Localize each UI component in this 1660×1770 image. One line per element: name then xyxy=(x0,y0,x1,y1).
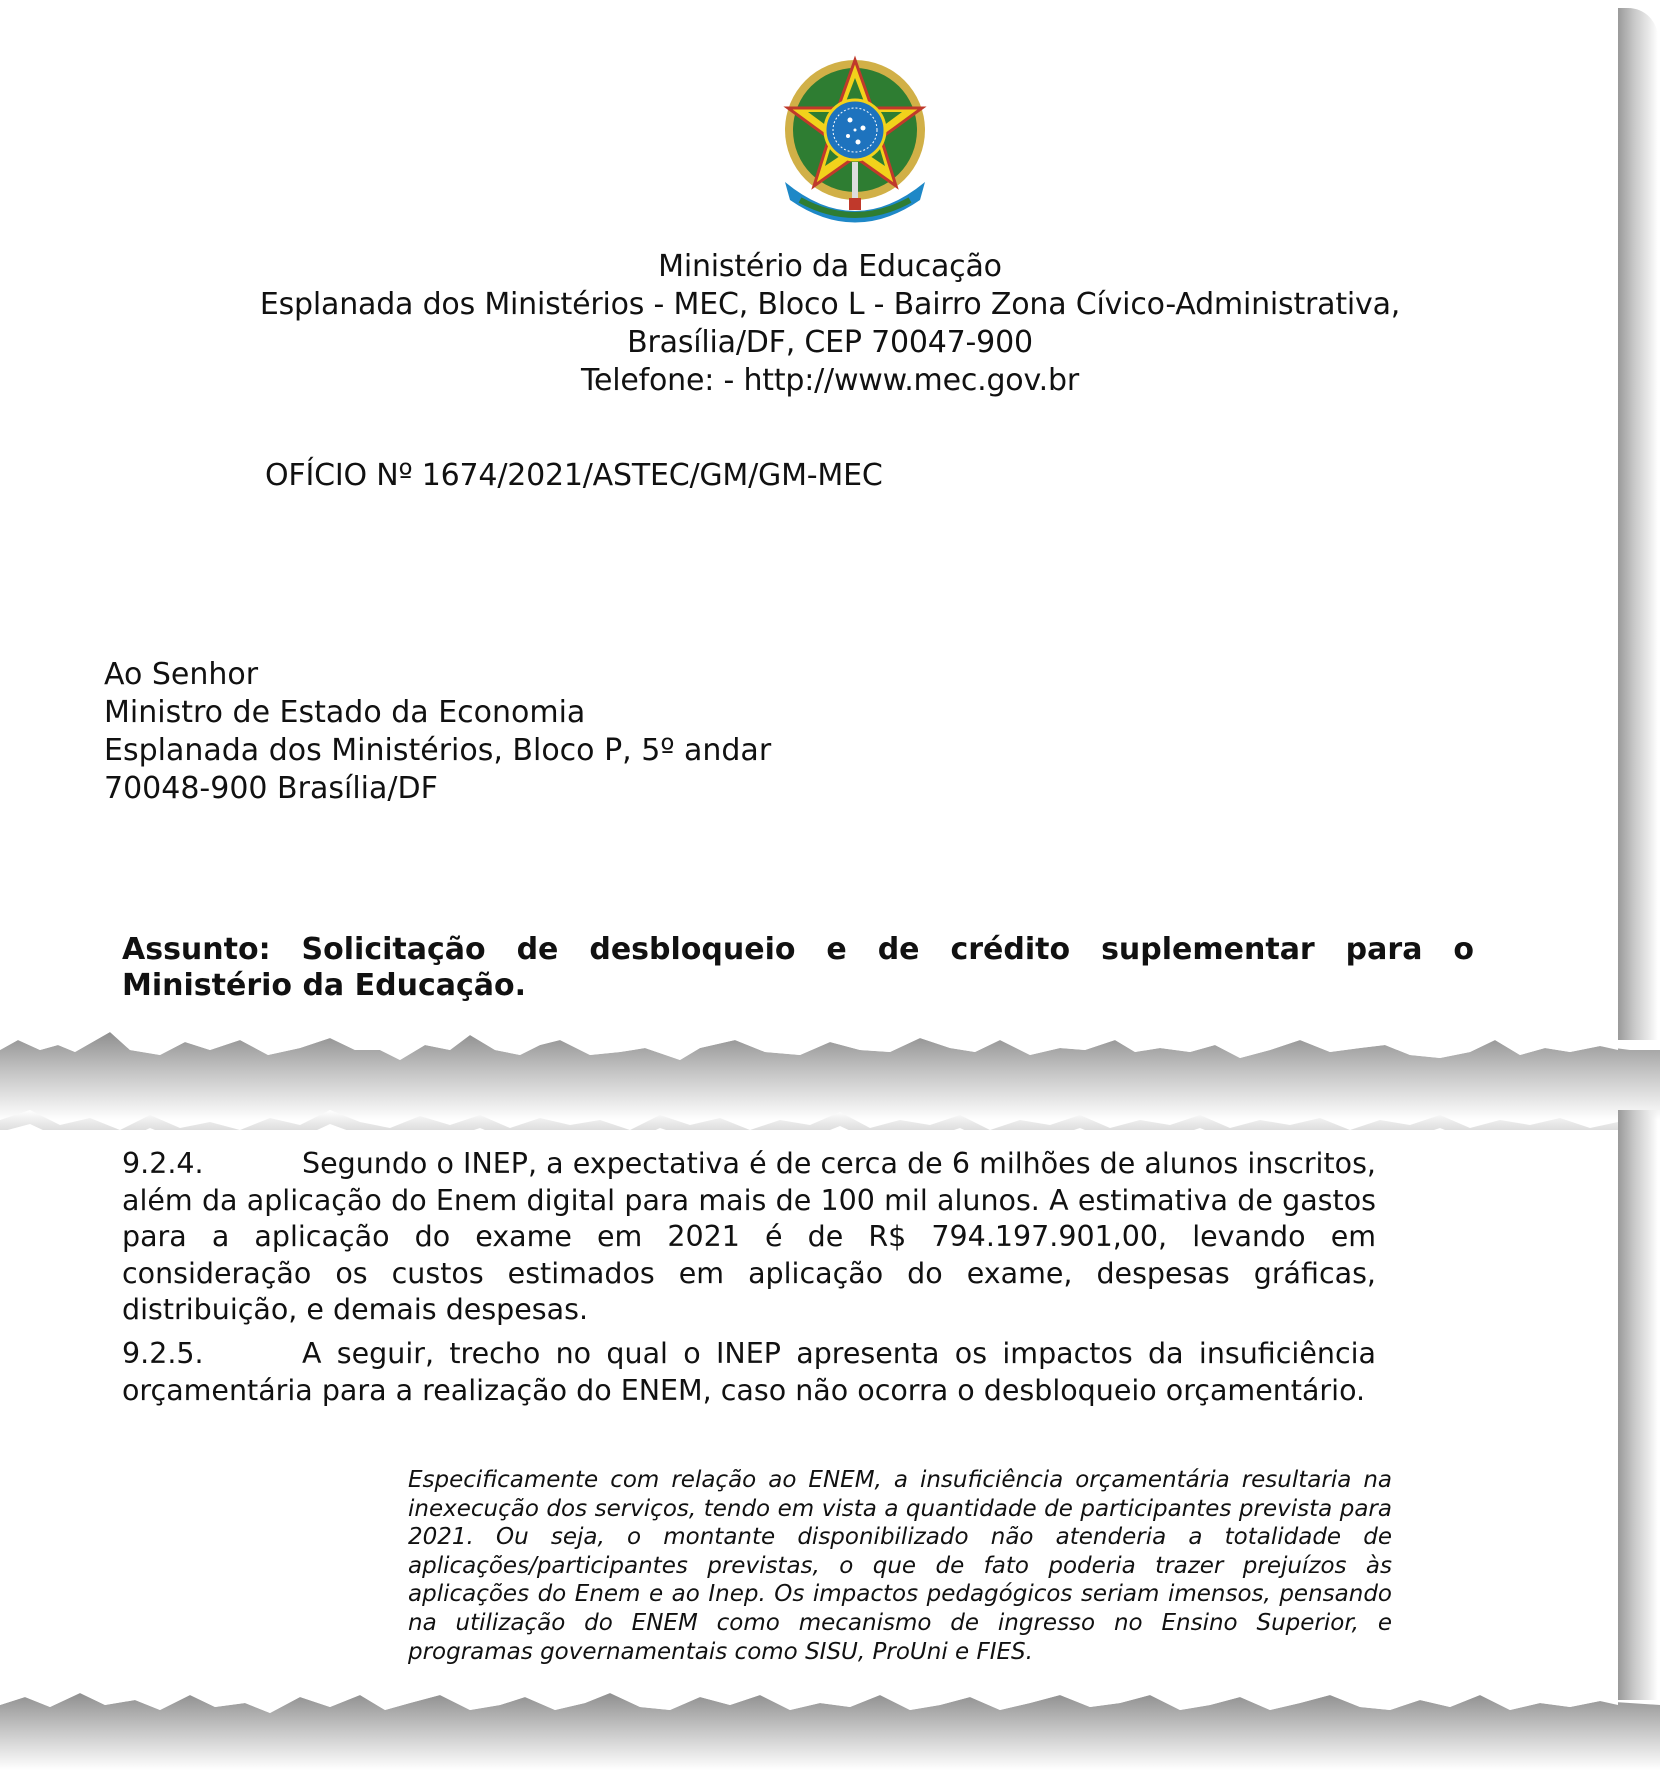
page-shadow-right-2 xyxy=(1618,1110,1658,1700)
ministry-name: Ministério da Educação xyxy=(658,249,1002,284)
recipient-address: Esplanada dos Ministérios, Bloco P, 5º andar xyxy=(104,733,772,768)
ministry-address-line2: Brasília/DF, CEP 70047-900 xyxy=(627,325,1033,360)
paragraph-number: 9.2.4. xyxy=(122,1147,204,1180)
paragraph-9-2-5 xyxy=(122,1336,1376,1409)
oficio-number: OFÍCIO Nº 1674/2021/ASTEC/GM/GM-MEC xyxy=(265,458,883,493)
ministry-address-line1: Esplanada dos Ministérios - MEC, Bloco L - Bairro Zona Cívico-Administrativa, xyxy=(259,287,1401,322)
recipient-city: 70048-900 Brasília/DF xyxy=(104,771,438,806)
inep-quote: Especificamente com relação ao ENEM, a insuficiência orçamentária resultaria na inexecução dos serviços, tendo em vista a quantidade de participantes prevista para 2021. Ou seja, o montante disponibilizado não atenderia a totalidade de aplicações/participantes previstas, o que de fato poderia trazer prejuízos às aplicações do Enem e ao Inep. Os impactos pedagógicos seriam imensos, pensando na utilização do ENEM como mecanismo de ingresso no Ensino Superior, e programas governamentais como SISU, ProUni e FIES. xyxy=(408,1467,1392,1665)
paragraph-9-2-4 xyxy=(122,1146,1376,1329)
recipient-block xyxy=(104,656,771,808)
subject-line1: Assunto: Solicitação de desbloqueio e de crédito suplementar para o xyxy=(122,932,1474,967)
paragraph-number: 9.2.5. xyxy=(122,1337,204,1370)
paragraph-text: A seguir, trecho no qual o INEP apresenta os impactos da insuficiência orçamentária para a realização do ENEM, caso não ocorra o desbloqueio orçamentário. xyxy=(122,1337,1376,1407)
page-shadow-right xyxy=(1618,8,1658,1040)
subject-line2: Ministério da Educação. xyxy=(122,968,527,1003)
ministry-contact: Telefone: - http://www.mec.gov.br xyxy=(580,363,1079,398)
brazil-coat-of-arms-icon xyxy=(770,50,940,230)
subject-block xyxy=(122,932,1474,1004)
recipient-salutation: Ao Senhor xyxy=(104,657,259,692)
paragraph-text: Segundo o INEP, a expectativa é de cerca de 6 milhões de alunos inscritos, além da aplicação do Enem digital para mais de 100 mil alunos. A estimativa de gastos para a aplicação do exame em 2021 é de R$ 794.197.901,00, levando em consideração os custos estimados em aplicação do exame, despesas gráficas, distribuição, e demais despesas. xyxy=(122,1147,1376,1326)
recipient-title: Ministro de Estado da Economia xyxy=(104,695,586,730)
torn-edge-bottom xyxy=(0,1665,1660,1770)
